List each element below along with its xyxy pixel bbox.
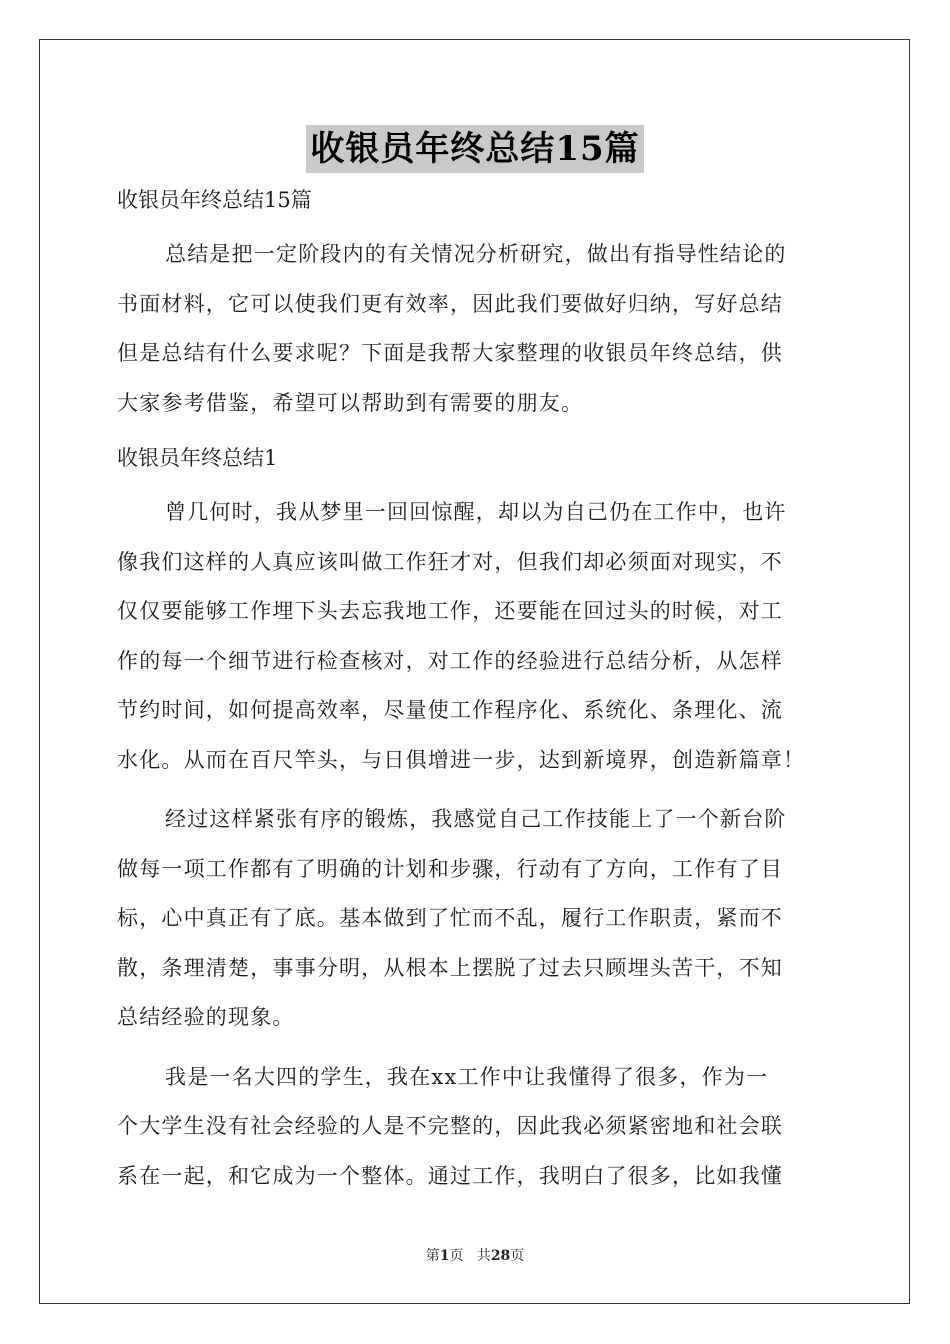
paragraph-line: 像我们这样的人真应该叫做工作狂才对，但我们却必须面对现实，不 bbox=[117, 549, 783, 574]
page-suffix: 页 bbox=[449, 1248, 464, 1264]
page-prefix: 第 bbox=[425, 1248, 440, 1264]
paragraph-line: 曾几何时，我从梦里一回回惊醒，却以为自己仍在工作中，也许 bbox=[165, 500, 787, 524]
paragraph-line: 总结是把一定阶段内的有关情况分析研究，做出有指导性结论的 bbox=[165, 242, 787, 266]
paragraph-line: 做每一项工作都有了明确的计划和步骤，行动有了方向，工作有了目 bbox=[117, 856, 783, 881]
body-paragraph-1 bbox=[117, 488, 834, 785]
paragraph-line: 仅仅要能够工作埋下头去忘我地工作，还要能在回过头的时候，对工 bbox=[117, 599, 783, 623]
total-suffix: 页 bbox=[510, 1248, 525, 1264]
total-prefix: 共 bbox=[476, 1248, 491, 1264]
document-body bbox=[117, 180, 834, 1211]
paragraph-line: 个大学生没有社会经验的人是不完整的，因此我必须紧密地和社会联 bbox=[117, 1114, 783, 1138]
paragraph-line: 散，条理清楚，事事分明，从根本上摆脱了过去只顾埋头苦干，不知 bbox=[117, 955, 783, 980]
paragraph-line: 节约时间，如何提高效率，尽量使工作程序化、系统化、条理化、流 bbox=[117, 698, 783, 722]
body-paragraph-2 bbox=[117, 795, 834, 1043]
document-subtitle: 收银员年终总结15篇 bbox=[117, 188, 312, 212]
paragraph-line: 经过这样紧张有序的锻炼，我感觉自己工作技能上了一个新台阶 bbox=[165, 807, 787, 831]
body-paragraph-3 bbox=[117, 1053, 834, 1202]
intro-paragraph bbox=[117, 230, 834, 428]
title-container bbox=[0, 125, 950, 173]
paragraph-line: 但是总结有什么要求呢？下面是我帮大家整理的收银员年终总结，供 bbox=[117, 341, 783, 365]
paragraph-line: 我是一名大四的学生，我在xx工作中让我懂得了很多，作为一 bbox=[165, 1064, 769, 1089]
total-page-count: 28 bbox=[490, 1248, 511, 1264]
paragraph-line: 总结经验的现象。 bbox=[117, 1005, 295, 1029]
current-page-number: 1 bbox=[439, 1248, 450, 1264]
paragraph-line: 大家参考借鉴，希望可以帮助到有需要的朋友。 bbox=[117, 390, 584, 415]
document-title: 收银员年终总结15篇 bbox=[306, 125, 643, 173]
paragraph-line: 作的每一个细节进行检查核对，对工作的经验进行总结分析，从怎样 bbox=[117, 648, 783, 673]
paragraph-line: 标，心中真正有了底。基本做到了忙而不乱，履行工作职责，紧而不 bbox=[117, 906, 783, 930]
paragraph-line: 水化。从而在百尺竿头，与日俱增进一步，达到新境界，创造新篇章！ bbox=[117, 747, 806, 772]
section-heading: 收银员年终总结1 bbox=[117, 446, 278, 470]
paragraph-line: 书面材料，它可以使我们更有效率，因此我们要做好归纳，写好总结 bbox=[117, 291, 783, 316]
page-footer bbox=[0, 1245, 950, 1265]
paragraph-line: 系在一起，和它成为一个整体。通过工作，我明白了很多，比如我懂 bbox=[117, 1163, 783, 1188]
